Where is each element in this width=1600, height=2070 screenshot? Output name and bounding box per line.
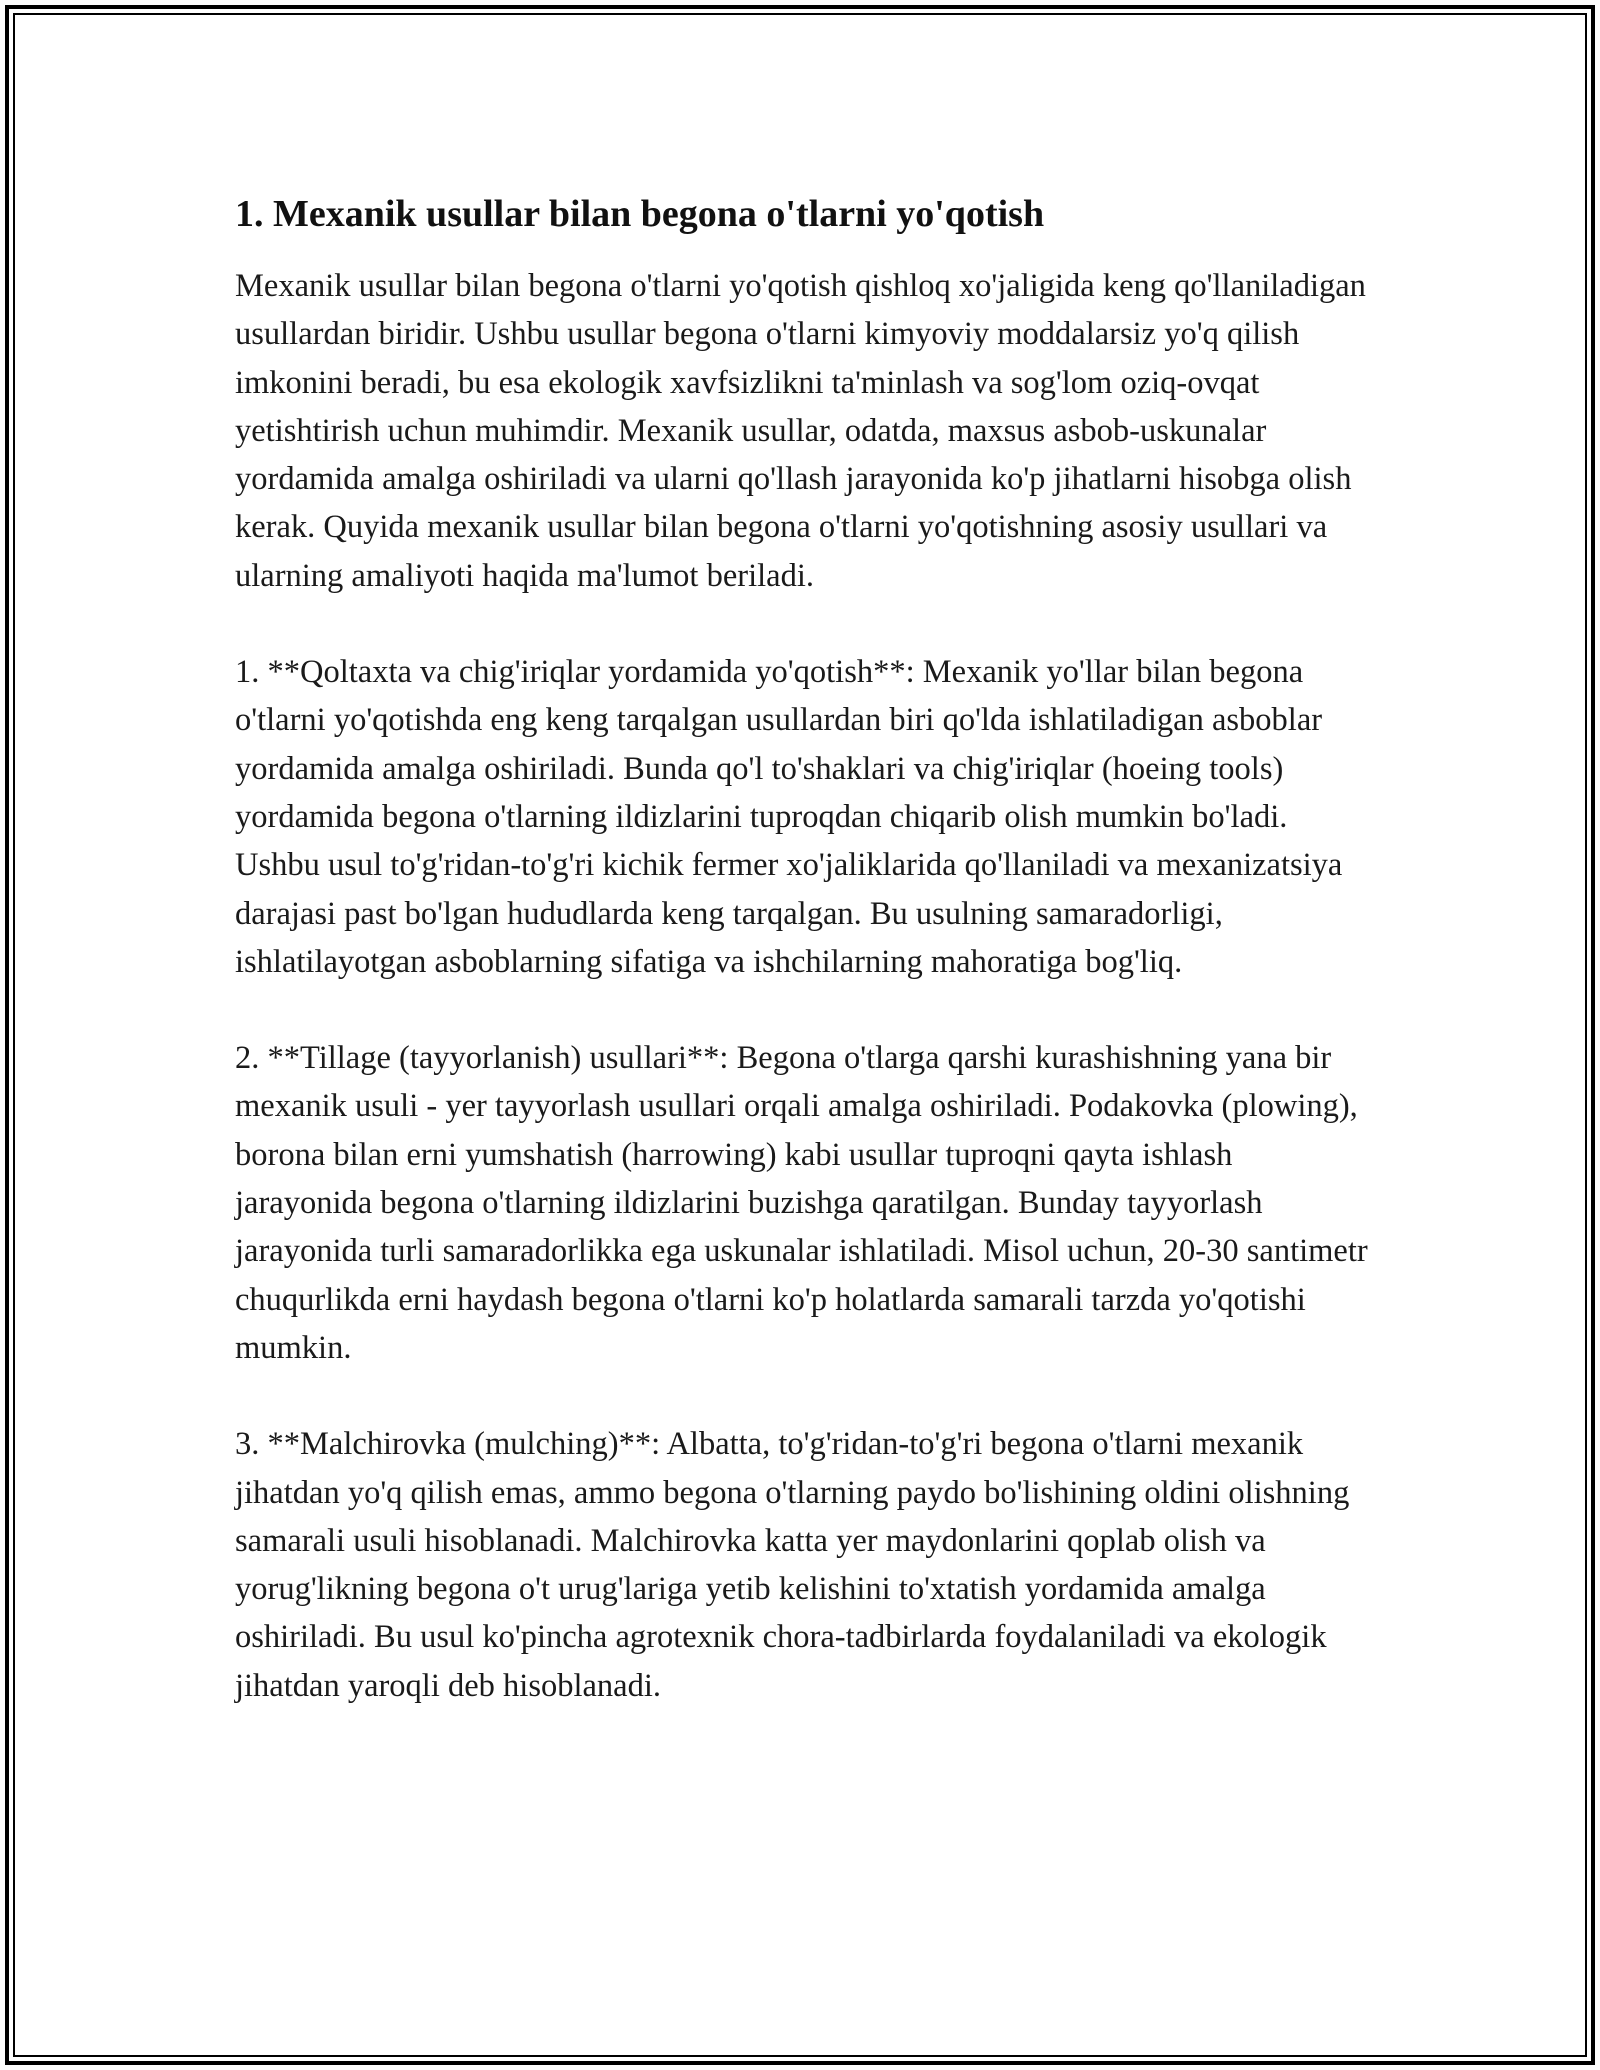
method-3-paragraph: 3. **Malchirovka (mulching)**: Albatta, to'g'ridan-to'g'ri begona o'tlarni mexanik jihatdan yo'q qilish emas, ammo begona o'tlarning paydo bo'lishining oldini olishning samarali usuli hisoblanadi. Malchirovka katta yer maydonlarini qoplab olish va yorug'likning begona o't urug'lariga yetib kelishini to'xtatish yordamida amalga oshiriladi. Bu usul ko'pincha agrotexnik chora-tadbirlarda foydalaniladi va ekologik jihatdan yaroqli deb hisoblanadi. (235, 1426, 1350, 1704)
intro-paragraph: Mexanik usullar bilan begona o'tlarni yo'qotish qishloq xo'jaligida keng qo'llaniladigan usullardan biridir. Ushbu usullar begona o'tlarni kimyoviy moddalarsiz yo'q qilish imkonini beradi, bu esa ekologik xavfsizlikni ta'minlash va sog'lom oziq-ovqat yetishtirish uchun muhimdir. Mexanik usullar, odatda, maxsus asbob-uskunalar yordamida amalga oshiriladi va ularni qo'llash jarayonida ko'p jihatlarni hisobga olish kerak. Quyida mexanik usullar bilan begona o'tlarni yo'qotishning asosiy usullari va ularning amaliyoti haqida ma'lumot beriladi. (235, 268, 1366, 594)
document-body (235, 186, 1375, 1758)
method-1-paragraph: 1. **Qoltaxta va chig'iriqlar yordamida yo'qotish**: Mexanik yo'llar bilan begona o'tlarni yo'qotishda eng keng tarqalgan usullardan biri qo'lda ishlatiladigan asboblar yordamida amalga oshiriladi. Bunda qo'l to'shaklari va chig'iriqlar (hoeing tools) yordamida begona o'tlarning ildizlarini tuproqdan chiqarib olish mumkin bo'ladi. Ushbu usul to'g'ridan-to'g'ri kichik fermer xo'jaliklarida qo'llaniladi va mexanizatsiya darajasi past bo'lgan hududlarda keng tarqalgan. Bu usulning samaradorligi, ishlatilayotgan asboblarning sifatiga va ishchilarning mahoratiga bog'liq. (235, 654, 1343, 980)
section-title: 1. Mexanik usullar bilan begona o'tlarni yo'qotish (235, 193, 1045, 235)
method-2-paragraph: 2. **Tillage (tayyorlanish) usullari**: Begona o'tlarga qarshi kurashishning yana bir mexanik usuli - yer tayyorlash usullari orqali amalga oshiriladi. Podakovka (plowing), borona bilan erni yumshatish (harrowing) kabi usullar tuproqni qayta ishlash jarayonida begona o'tlarning ildizlarini buzishga qaratilgan. Bunday tayyorlash jarayonida turli samaradorlikka ega uskunalar ishlatiladi. Misol uchun, 20-30 santimetr chuqurlikda erni haydash begona o'tlarni ko'p holatlarda samarali tarzda yo'qotishi mumkin. (235, 1040, 1368, 1366)
